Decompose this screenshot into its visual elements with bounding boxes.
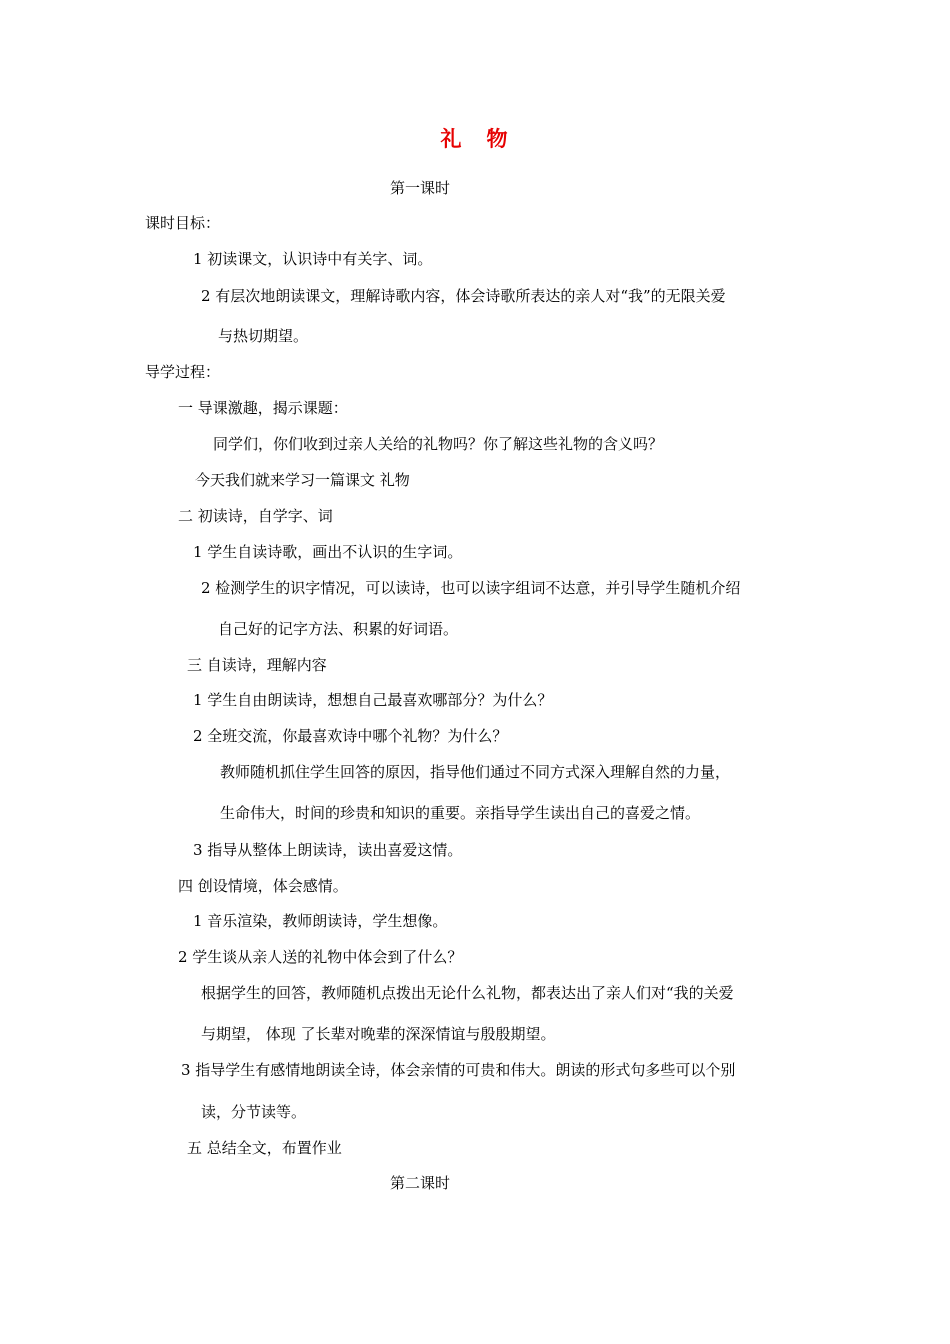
section-4-item-2-note-line2: 与期望， 体现 了长辈对晚辈的深深情谊与殷殷期望。 <box>201 1025 556 1043</box>
section-4-item-3-line1: 3 指导学生有感情地朗读全诗，体会亲情的可贵和伟大。朗读的形式句多些可以个别 <box>181 1061 736 1079</box>
section-2-heading: 二 初读诗，自学字、词 <box>178 507 333 525</box>
section-3-item-2-note-line1: 教师随机抓住学生回答的原因，指导他们通过不同方式深入理解自然的力量， <box>220 763 731 781</box>
objectives-heading: 课时目标： <box>145 214 221 232</box>
section-1-paragraph-1: 同学们，你们收到过亲人关给的礼物吗？你了解这些礼物的含义吗？ <box>213 435 664 453</box>
lesson1-heading: 第一课时 <box>389 179 450 197</box>
section-3-item-3: 3 指导从整体上朗读诗，读出喜爱这情。 <box>193 841 463 859</box>
section-3-item-2-note-line2: 生命伟大，时间的珍贵和知识的重要。亲指导学生读出自己的喜爱之情。 <box>220 804 701 822</box>
section-2-item-2-line2: 自己好的记字方法、积累的好词语。 <box>218 620 459 638</box>
section-3-heading: 三 自读诗，理解内容 <box>187 656 327 674</box>
section-4-item-2-note-line1: 根据学生的回答，教师随机点拨出无论什么礼物，都表达出了亲人们对“我的关爱 <box>201 984 734 1002</box>
objective-1: 1 初读课文，认识诗中有关字、词。 <box>193 250 433 268</box>
process-heading: 导学过程： <box>145 363 221 381</box>
section-4-item-2: 2 学生谈从亲人送的礼物中体会到了什么？ <box>178 948 463 966</box>
section-1-paragraph-2: 今天我们就来学习一篇课文 礼物 <box>195 471 410 489</box>
section-2-item-1: 1 学生自读诗歌，画出不认识的生字词。 <box>193 543 463 561</box>
section-3-item-2: 2 全班交流，你最喜欢诗中哪个礼物？为什么？ <box>193 727 508 745</box>
lesson2-heading: 第二课时 <box>389 1174 450 1192</box>
section-1-heading: 一 导课激趣，揭示课题： <box>178 399 348 417</box>
section-5-heading: 五 总结全文，布置作业 <box>187 1139 342 1157</box>
objective-2-line2: 与热切期望。 <box>218 327 309 345</box>
section-3-item-1: 1 学生自由朗读诗，想想自己最喜欢哪部分？为什么？ <box>193 691 553 709</box>
document-title: 礼 物 <box>440 126 510 151</box>
section-4-item-3-line2: 读，分节读等。 <box>201 1103 307 1121</box>
section-4-heading: 四 创设情境，体会感情。 <box>178 877 348 895</box>
section-2-item-2-line1: 2 检测学生的识字情况，可以读诗，也可以读字组词不达意，并引导学生随机介绍 <box>201 579 741 597</box>
objective-2-line1: 2 有层次地朗读课文，理解诗歌内容，体会诗歌所表达的亲人对“我”的无限关爱 <box>201 287 726 305</box>
section-4-item-1: 1 音乐渲染，教师朗读诗，学生想像。 <box>193 912 448 930</box>
